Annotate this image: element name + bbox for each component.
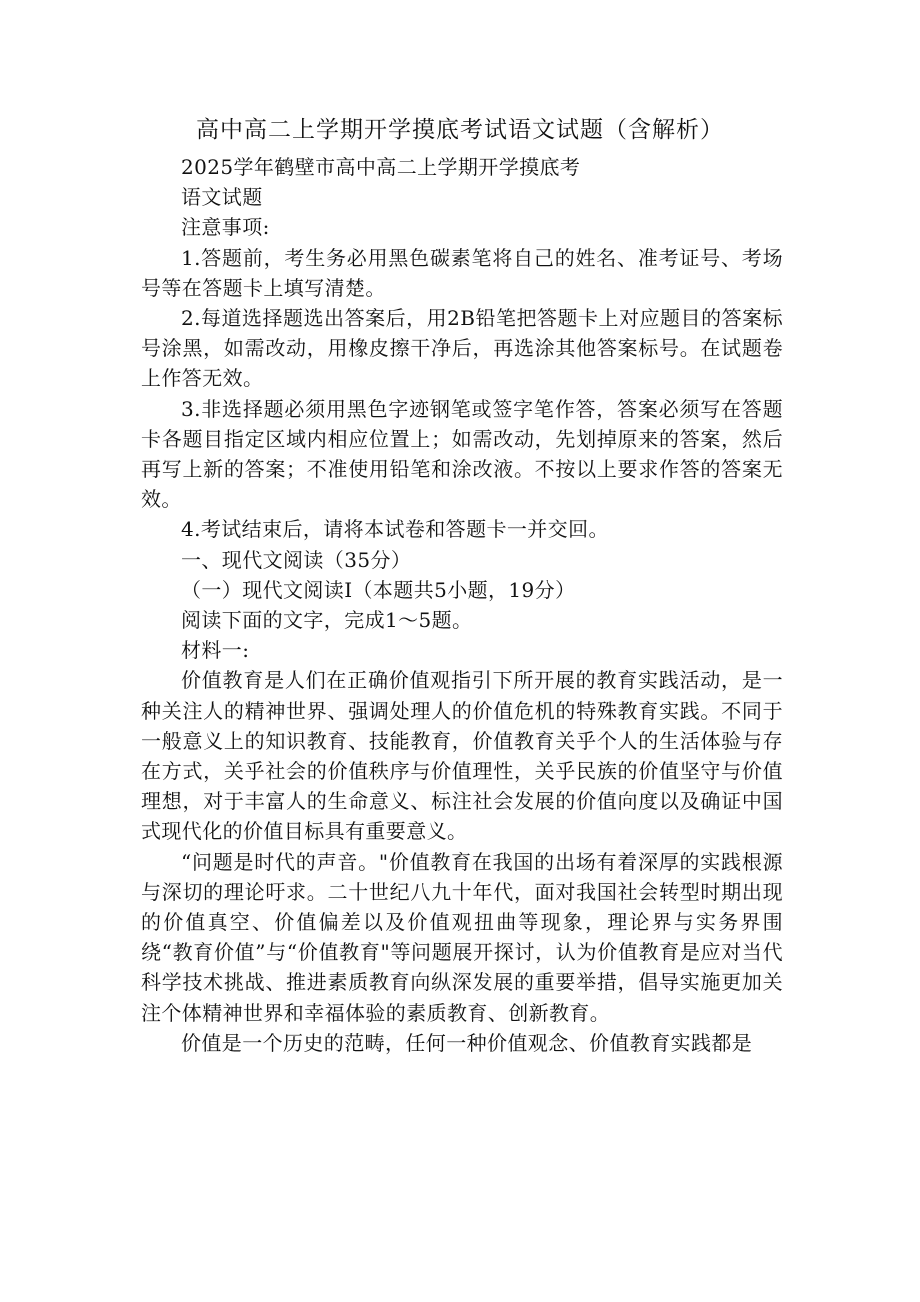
notice-item-1: 1.答题前，考生务必用黑色碳素笔将自己的姓名、准考证号、考场号等在答题卡上填写清楚。 xyxy=(141,245,783,300)
notice-heading: 注意事项: xyxy=(181,215,270,240)
section-heading: 一、现代文阅读（35分） xyxy=(181,547,412,572)
subject-title: 语文试题 xyxy=(181,185,263,210)
document-body xyxy=(141,152,783,1058)
subsection-heading: （一）现代文阅读Ⅰ（本题共5小题，19分） xyxy=(181,577,576,602)
document-title: 高中高二上学期开学摸底考试语文试题（含解析） xyxy=(196,117,724,143)
exam-name: 2025学年鹤壁市高中高二上学期开学摸底考 xyxy=(181,155,581,179)
material-paragraph-3: 价值是一个历史的范畴，任何一种价值观念、价值教育实践都是 xyxy=(181,1030,753,1055)
material-paragraph-2: “问题是时代的声音。"价值教育在我国的出场有着深厚的实践根源与深切的理论吁求。二十世纪八九十年代，面对我国社会转型时期出现的价值真空、价值偏差以及价值观扭曲等现象，理论界与实务界围绕“教育价值”与“价值教育"等问题展开探讨，认为价值教育是应对当代科学技术挑战、推进素质教育向纵深发展的重要举措，倡导实施更加关注个体精神世界和幸福体验的素质教育、创新教育。 xyxy=(141,849,783,1025)
notice-item-3: 3.非选择题必须用黑色字迹钢笔或签字笔作答，答案必须写在答题卡各题目指定区域内相应位置上；如需改动，先划掉原来的答案，然后再写上新的答案；不准使用铅笔和涂改液。不按以上要求作答的答案无效。 xyxy=(141,396,783,512)
material-paragraph-1: 价值教育是人们在正确价值观指引下所开展的教育实践活动，是一种关注人的精神世界、强调处理人的价值危机的特殊教育实践。不同于一般意义上的知识教育、技能教育，价值教育关乎个人的生活体验与存在方式，关乎社会的价值秩序与价值理性，关乎民族的价值坚守与价值理想，对于丰富人的生命意义、标注社会发展的价值向度以及确证中国式现代化的价值目标具有重要意义。 xyxy=(141,668,783,844)
notice-item-2: 2.每道选择题选出答案后，用2B铅笔把答题卡上对应题目的答案标号涂黑，如需改动，用橡皮擦干净后，再选涂其他答案标号。在试题卷上作答无效。 xyxy=(141,306,783,391)
reading-instruction: 阅读下面的文字，完成1～5题。 xyxy=(181,608,473,633)
material-label: 材料一: xyxy=(181,638,250,663)
notice-item-4: 4.考试结束后，请将本试卷和答题卡一并交回。 xyxy=(181,517,609,542)
